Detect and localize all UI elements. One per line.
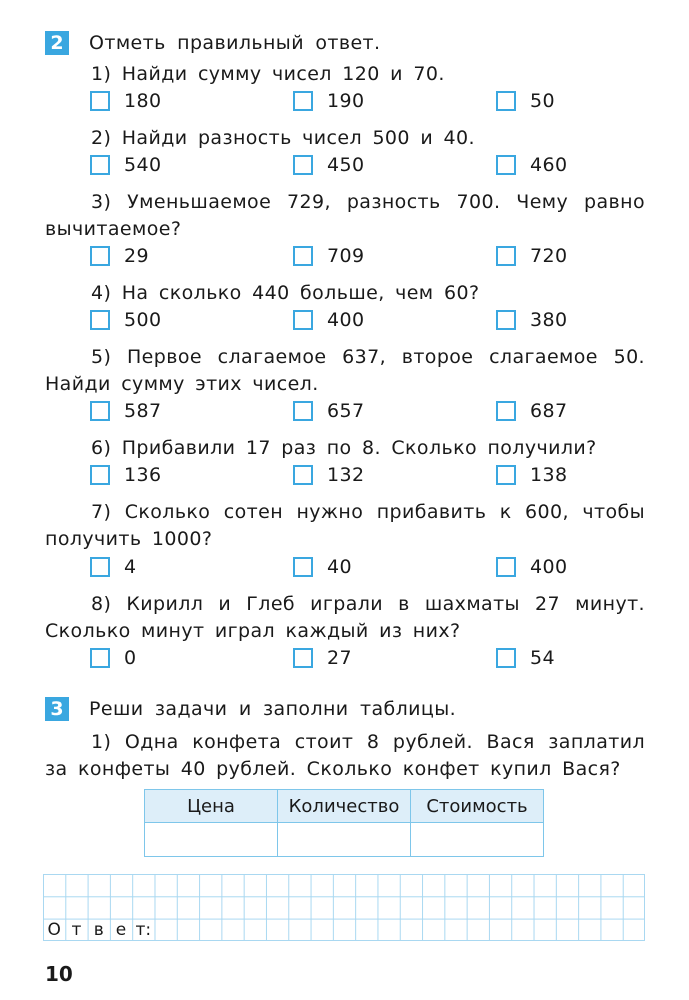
checkbox[interactable]	[496, 246, 516, 266]
option-label: 400	[530, 556, 568, 578]
option-label: 540	[124, 154, 162, 176]
page-number: 10	[45, 962, 73, 986]
option[interactable]	[293, 88, 364, 114]
option-label: 180	[124, 90, 162, 112]
checkbox[interactable]	[293, 648, 313, 668]
option[interactable]	[293, 398, 364, 424]
option-label: 500	[124, 309, 162, 331]
option-label: 50	[530, 90, 555, 112]
option[interactable]	[90, 645, 137, 671]
option-label: 587	[124, 400, 162, 422]
answer-letter: в	[93, 920, 104, 940]
task-2-header	[45, 30, 380, 56]
checkbox[interactable]	[293, 465, 313, 485]
table-header-quantity: Количество	[278, 790, 411, 823]
options-q3	[90, 243, 650, 269]
checkbox[interactable]	[293, 557, 313, 577]
option-label: 40	[327, 556, 352, 578]
option[interactable]	[293, 152, 364, 178]
option[interactable]	[496, 307, 567, 333]
question-3: 3) Уменьшаемое 729, разность 700. Чему равно вычитаемое?	[45, 191, 645, 240]
checkbox[interactable]	[293, 401, 313, 421]
checkbox[interactable]	[90, 91, 110, 111]
answer-letter: е	[115, 920, 127, 940]
checkbox[interactable]	[496, 401, 516, 421]
checkbox[interactable]	[293, 246, 313, 266]
question-7: 7) Сколько сотен нужно прибавить к 600, чтобы получить 1000?	[45, 501, 645, 550]
task-instruction: Реши задачи и заполни таблицы.	[89, 698, 457, 720]
option[interactable]	[293, 554, 352, 580]
question-1: 1) Найди сумму чисел 120 и 70.	[91, 63, 445, 85]
option-label: 380	[530, 309, 568, 331]
option[interactable]	[90, 398, 161, 424]
task-instruction: Отметь правильный ответ.	[89, 32, 381, 54]
options-q1	[90, 88, 650, 114]
answer-table	[144, 789, 544, 857]
option[interactable]	[90, 243, 149, 269]
problem-1: 1) Одна конфета стоит 8 рублей. Вася заплатил за конфеты 40 рублей. Сколько конфет купил Вася?	[45, 731, 645, 780]
task-3-header	[45, 696, 456, 722]
options-q4	[90, 307, 650, 333]
option[interactable]	[496, 398, 567, 424]
task-number-badge: 2	[45, 31, 69, 55]
checkbox[interactable]	[496, 91, 516, 111]
option-label: 136	[124, 464, 162, 486]
table-header-price: Цена	[145, 790, 278, 823]
option[interactable]	[293, 243, 364, 269]
checkbox[interactable]	[90, 648, 110, 668]
option[interactable]	[293, 645, 352, 671]
option-label: 190	[327, 90, 365, 112]
option[interactable]	[496, 554, 567, 580]
checkbox[interactable]	[90, 246, 110, 266]
checkbox[interactable]	[496, 648, 516, 668]
option-label: 450	[327, 154, 365, 176]
table-cell-quantity[interactable]	[278, 823, 411, 857]
table-header-cost: Стоимость	[411, 790, 544, 823]
options-q7	[90, 554, 650, 580]
option-label: 4	[124, 556, 137, 578]
option[interactable]	[496, 152, 567, 178]
question-6: 6) Прибавили 17 раз по 8. Сколько получили?	[91, 437, 597, 459]
question-4: 4) На сколько 440 больше, чем 60?	[91, 282, 480, 304]
answer-letter: т	[71, 920, 82, 940]
option[interactable]	[90, 152, 161, 178]
answer-letter: т:	[135, 920, 152, 940]
option-label: 54	[530, 647, 555, 669]
checkbox[interactable]	[496, 310, 516, 330]
table-cell-price[interactable]	[145, 823, 278, 857]
options-q5	[90, 398, 650, 424]
checkbox[interactable]	[293, 91, 313, 111]
option-label: 27	[327, 647, 352, 669]
answer-letter: О	[47, 920, 61, 940]
option-label: 657	[327, 400, 365, 422]
checkbox[interactable]	[90, 557, 110, 577]
option[interactable]	[293, 462, 364, 488]
option[interactable]	[496, 243, 567, 269]
option-label: 687	[530, 400, 568, 422]
task-number-badge: 3	[45, 697, 69, 721]
checkbox[interactable]	[90, 310, 110, 330]
option[interactable]	[90, 462, 161, 488]
question-5: 5) Первое слагаемое 637, второе слагаемое 50. Найди сумму этих чисел.	[45, 346, 645, 395]
option[interactable]	[496, 645, 555, 671]
question-2: 2) Найди разность чисел 500 и 40.	[91, 127, 475, 149]
checkbox[interactable]	[496, 557, 516, 577]
checkbox[interactable]	[90, 401, 110, 421]
checkbox[interactable]	[496, 155, 516, 175]
checkbox[interactable]	[293, 155, 313, 175]
answer-label	[43, 919, 154, 941]
option-label: 400	[327, 309, 365, 331]
option-label: 460	[530, 154, 568, 176]
options-q6	[90, 462, 650, 488]
checkbox[interactable]	[90, 465, 110, 485]
checkbox[interactable]	[90, 155, 110, 175]
checkbox[interactable]	[496, 465, 516, 485]
option-label: 138	[530, 464, 568, 486]
option[interactable]	[90, 307, 161, 333]
option[interactable]	[496, 462, 567, 488]
option[interactable]	[90, 88, 161, 114]
checkbox[interactable]	[293, 310, 313, 330]
option-label: 132	[327, 464, 365, 486]
option-label: 720	[530, 245, 568, 267]
options-q2	[90, 152, 650, 178]
option-label: 29	[124, 245, 149, 267]
option[interactable]	[90, 554, 137, 580]
table-cell-cost[interactable]	[411, 823, 544, 857]
options-q8	[90, 645, 650, 671]
option-label: 709	[327, 245, 365, 267]
option-label: 0	[124, 647, 137, 669]
question-8: 8) Кирилл и Глеб играли в шахматы 27 минут. Сколько минут играл каждый из них?	[45, 593, 645, 642]
option[interactable]	[496, 88, 555, 114]
option[interactable]	[293, 307, 364, 333]
